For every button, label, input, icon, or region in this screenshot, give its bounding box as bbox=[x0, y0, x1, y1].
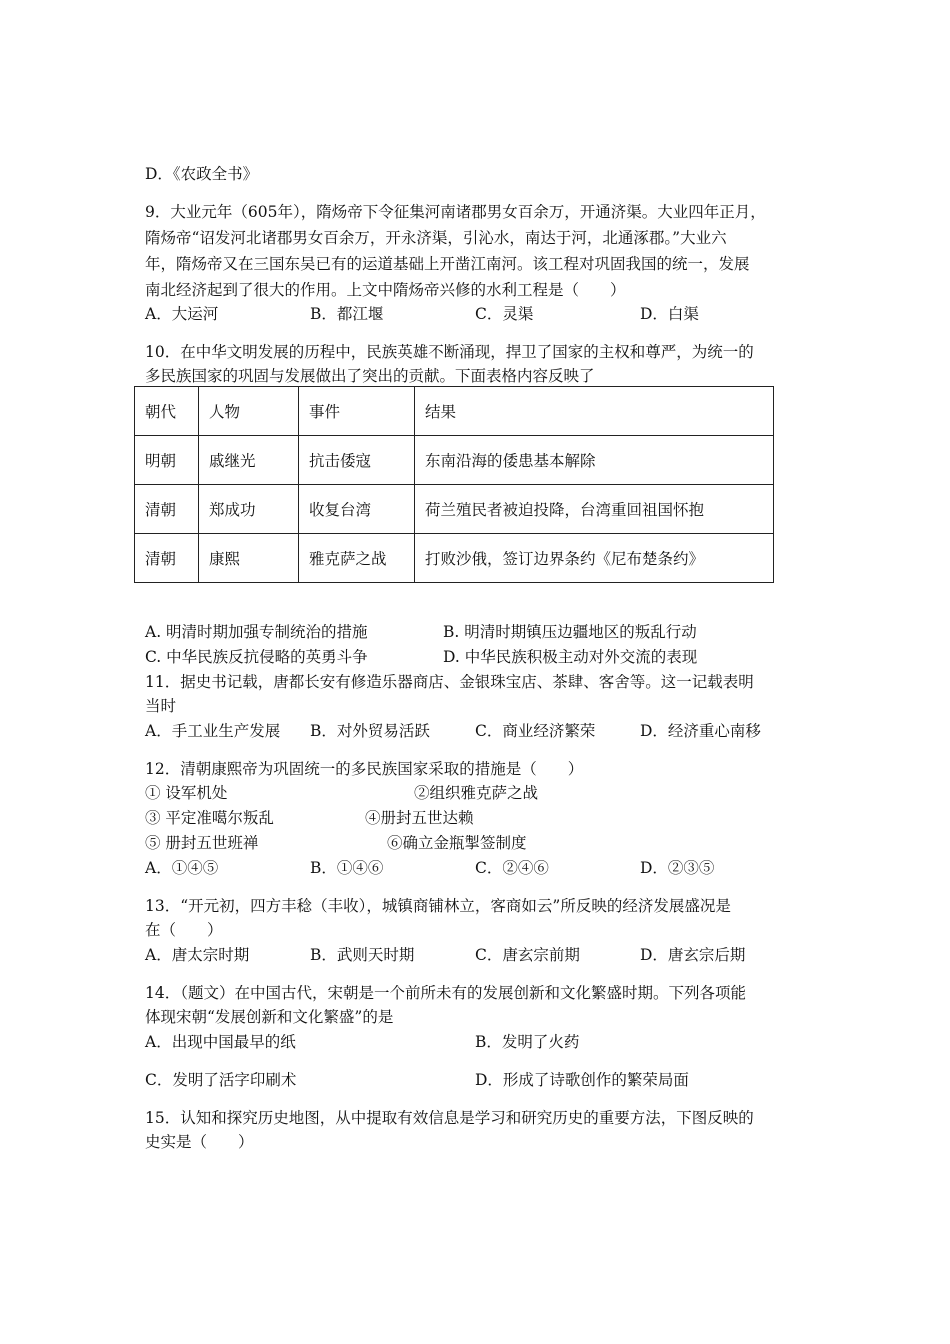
q9-option-c: C．灵渠 bbox=[475, 305, 534, 323]
q13-option-c: C．唐玄宗前期 bbox=[475, 946, 580, 964]
q10-table bbox=[134, 386, 774, 583]
q12-item: ③ 平定准噶尔叛乱 bbox=[145, 809, 274, 827]
table-cell: 郑成功 bbox=[199, 485, 299, 534]
table-header-row bbox=[135, 387, 774, 436]
q13-stem-line: 在（ ） bbox=[145, 921, 223, 939]
q9-stem-line: 9．大业元年（605年），隋炀帝下令征集河南诸郡男女百余万，开通济渠。大业四年正月， bbox=[145, 203, 766, 221]
q15-stem-line: 史实是（ ） bbox=[145, 1133, 254, 1151]
table-cell: 清朝 bbox=[135, 485, 199, 534]
q11-option-c: C．商业经济繁荣 bbox=[475, 722, 596, 740]
q10-option-c: C. 中华民族反抗侵略的英勇斗争 bbox=[145, 648, 368, 666]
q10-option-d: D. 中华民族积极主动对外交流的表现 bbox=[443, 648, 698, 666]
q12-item: ⑥确立金瓶掣签制度 bbox=[387, 834, 527, 852]
q14-option-b: B．发明了火药 bbox=[475, 1033, 580, 1051]
q9-option-d: D．白渠 bbox=[640, 305, 699, 323]
table-cell: 打败沙俄，签订边界条约《尼布楚条约》 bbox=[415, 534, 774, 583]
q15-stem-line: 15．认知和探究历史地图，从中提取有效信息是学习和研究历史的重要方法，下图反映的 bbox=[145, 1109, 754, 1127]
table-cell: 东南沿海的倭患基本解除 bbox=[415, 436, 774, 485]
q12-item: ⑤ 册封五世班禅 bbox=[145, 834, 259, 852]
q12-item: ④册封五世达赖 bbox=[365, 809, 474, 827]
table-header-cell: 人物 bbox=[199, 387, 299, 436]
q11-option-b: B．对外贸易活跃 bbox=[310, 722, 430, 740]
q14-option-c: C．发明了活字印刷术 bbox=[145, 1071, 297, 1089]
table-row bbox=[135, 485, 774, 534]
q14-stem-line: 体现宋朝“发展创新和文化繁盛”的是 bbox=[145, 1008, 394, 1026]
q11-option-d: D．经济重心南移 bbox=[640, 722, 761, 740]
table-header-cell: 事件 bbox=[299, 387, 415, 436]
q12-option-d: D．②③⑤ bbox=[640, 859, 715, 877]
table-cell: 抗击倭寇 bbox=[299, 436, 415, 485]
table-row bbox=[135, 436, 774, 485]
q13-option-b: B．武则天时期 bbox=[310, 946, 415, 964]
table-cell: 清朝 bbox=[135, 534, 199, 583]
q9-stem-line: 南北经济起到了很大的作用。上文中隋炀帝兴修的水利工程是（ ） bbox=[145, 281, 626, 299]
q13-option-d: D．唐玄宗后期 bbox=[640, 946, 746, 964]
q8-option-d: D．《农政全书》 bbox=[145, 165, 259, 183]
q10-option-a: A. 明清时期加强专制统治的措施 bbox=[145, 623, 368, 641]
q9-option-b: B．都江堰 bbox=[310, 305, 384, 323]
q10-stem-line: 10．在中华文明发展的历程中，民族英雄不断涌现，捍卫了国家的主权和尊严，为统一的 bbox=[145, 343, 754, 361]
q11-option-a: A．手工业生产发展 bbox=[145, 722, 281, 740]
q14-option-d: D．形成了诗歌创作的繁荣局面 bbox=[475, 1071, 689, 1089]
q12-item: ① 设军机处 bbox=[145, 784, 228, 802]
table-header-cell: 结果 bbox=[415, 387, 774, 436]
q10-stem-line: 多民族国家的巩固与发展做出了突出的贡献。下面表格内容反映了 bbox=[145, 367, 595, 385]
q12-stem: 12．清朝康熙帝为巩固统一的多民族国家采取的措施是（ ） bbox=[145, 760, 584, 778]
table-cell: 荷兰殖民者被迫投降，台湾重回祖国怀抱 bbox=[415, 485, 774, 534]
q9-stem-line: 隋炀帝“诏发河北诸郡男女百余万，开永济渠，引沁水，南达于河，北通涿郡。”大业六 bbox=[145, 229, 727, 247]
q14-stem-line: 14．（题文）在中国古代，宋朝是一个前所未有的发展创新和文化繁盛时期。下列各项能 bbox=[145, 984, 746, 1002]
table-cell: 雅克萨之战 bbox=[299, 534, 415, 583]
q9-stem-line: 年，隋炀帝又在三国东吴已有的运道基础上开凿江南河。该工程对巩固我国的统一，发展 bbox=[145, 255, 750, 273]
q14-option-a: A．出现中国最早的纸 bbox=[145, 1033, 296, 1051]
q9-option-a: A．大运河 bbox=[145, 305, 219, 323]
q12-item: ②组织雅克萨之战 bbox=[414, 784, 539, 802]
q10-option-b: B. 明清时期镇压边疆地区的叛乱行动 bbox=[443, 623, 697, 641]
q13-option-a: A．唐太宗时期 bbox=[145, 946, 250, 964]
table-cell: 收复台湾 bbox=[299, 485, 415, 534]
q13-stem-line: 13．“开元初，四方丰稔（丰收），城镇商铺林立，客商如云”所反映的经济发展盛况是 bbox=[145, 897, 731, 915]
table-cell: 明朝 bbox=[135, 436, 199, 485]
q12-option-b: B．①④⑥ bbox=[310, 859, 384, 877]
table-row bbox=[135, 534, 774, 583]
table-header-cell: 朝代 bbox=[135, 387, 199, 436]
q11-stem-line: 11．据史书记载，唐都长安有修造乐器商店、金银珠宝店、茶肆、客舍等。这一记载表明 bbox=[145, 673, 754, 691]
table-cell: 戚继光 bbox=[199, 436, 299, 485]
table-cell: 康熙 bbox=[199, 534, 299, 583]
q12-option-a: A．①④⑤ bbox=[145, 859, 219, 877]
q11-stem-line: 当时 bbox=[145, 697, 177, 715]
q12-option-c: C．②④⑥ bbox=[475, 859, 549, 877]
